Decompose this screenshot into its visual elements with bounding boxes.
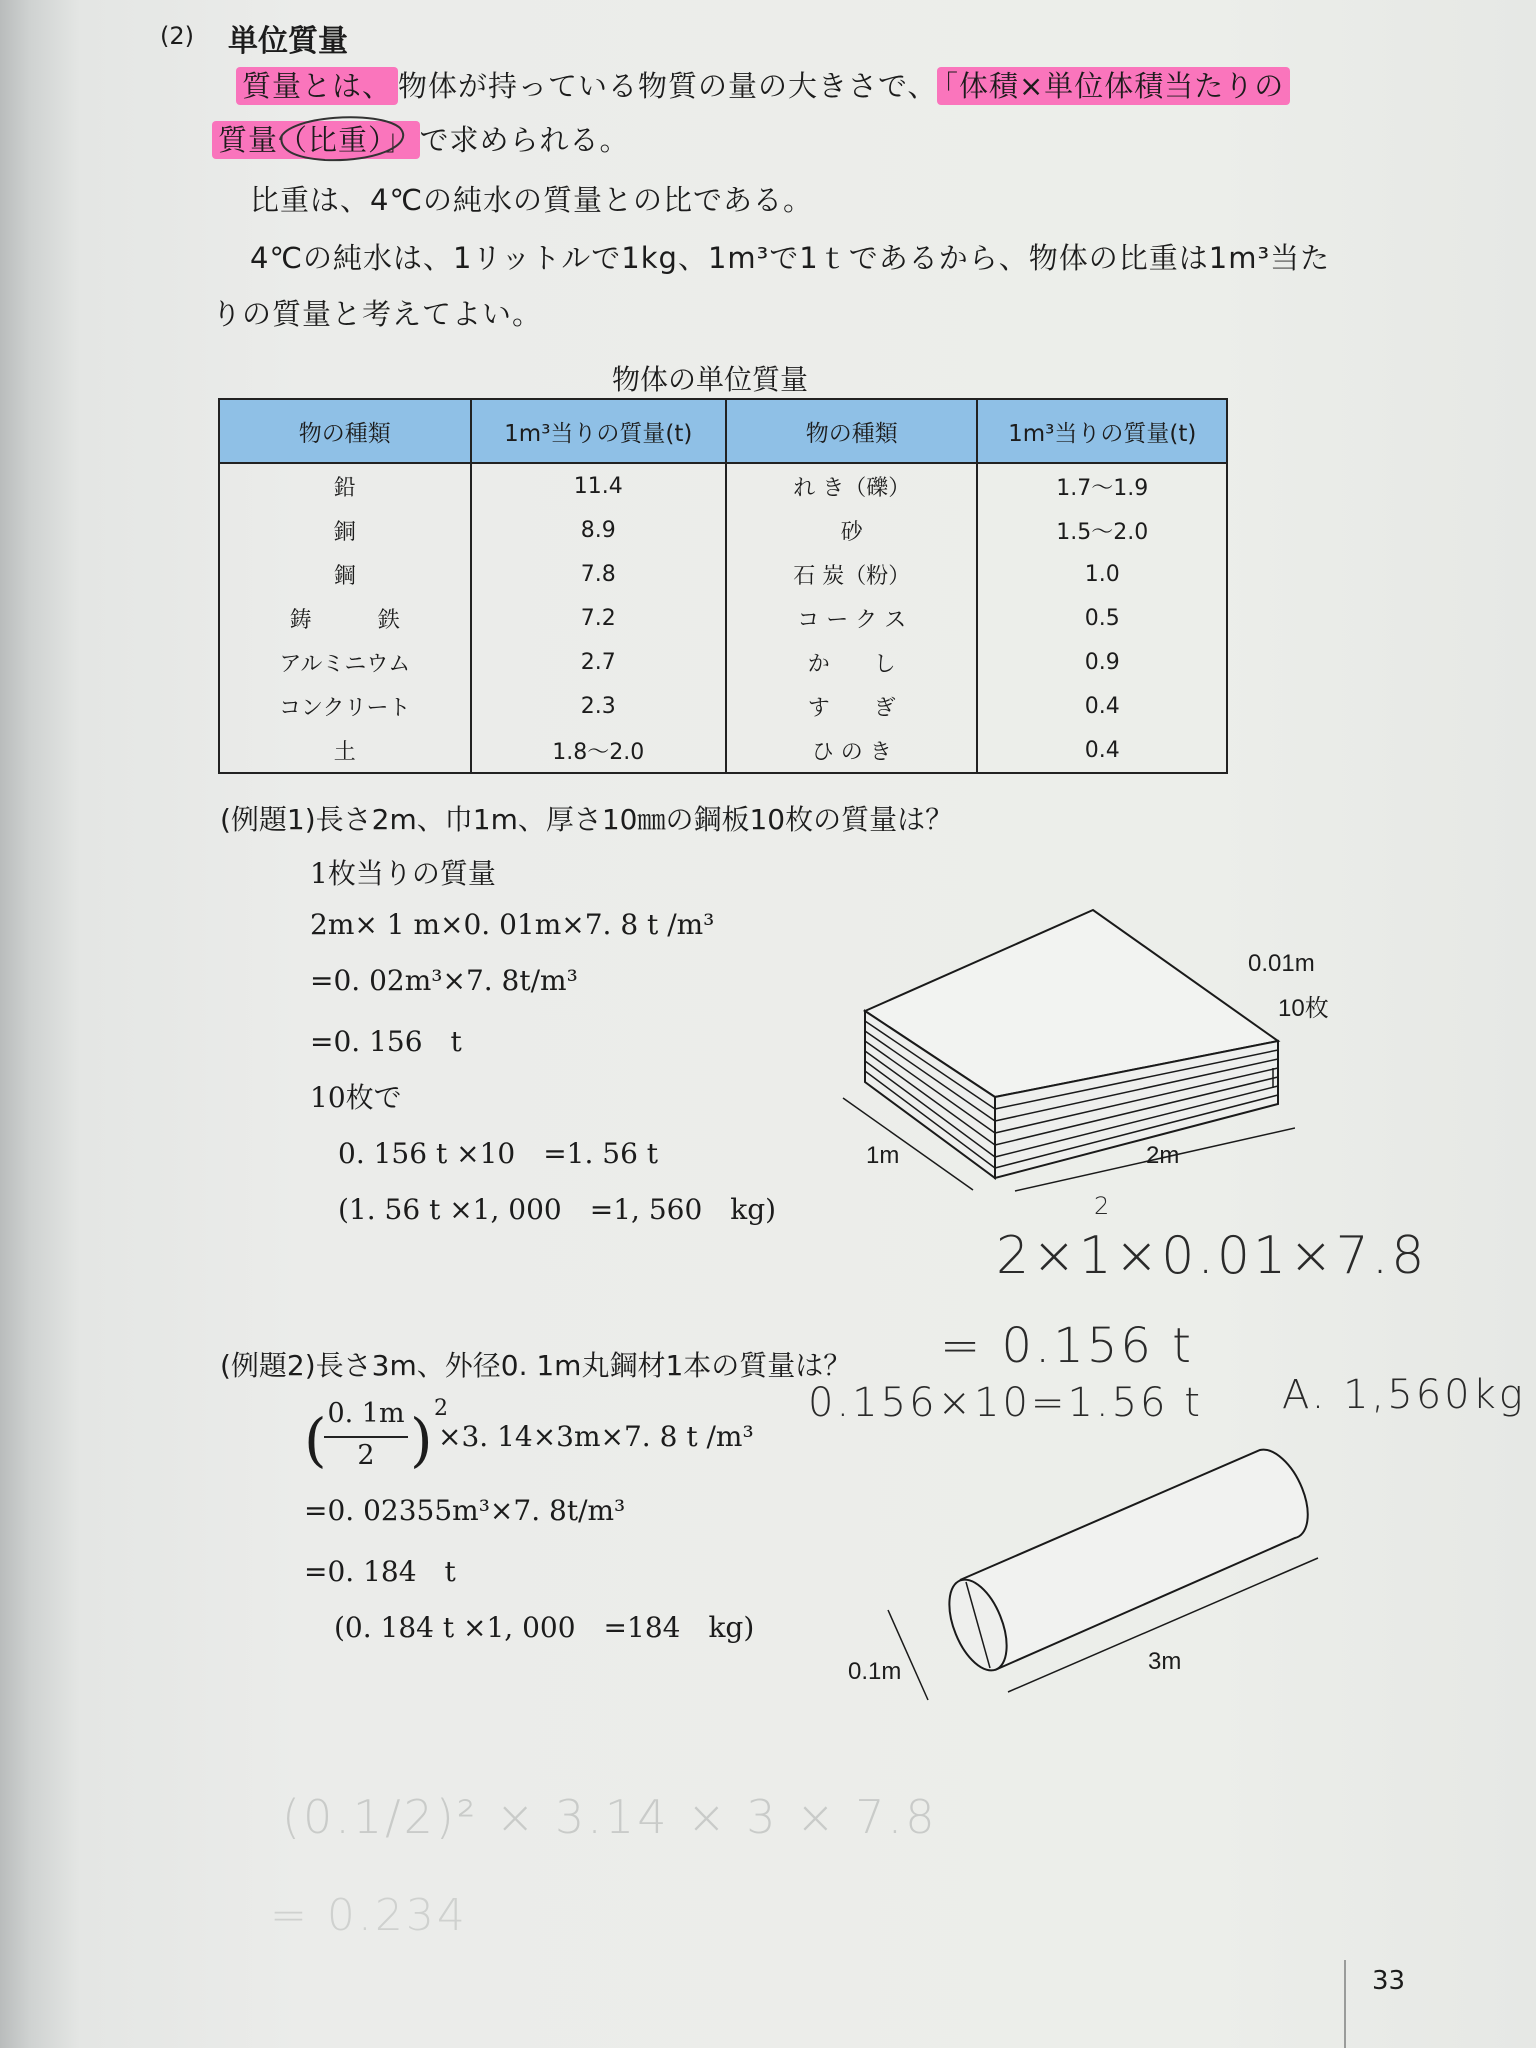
cell-mass: 0.4 xyxy=(977,684,1227,728)
table-row xyxy=(219,640,1227,684)
ex2-line-1: =0. 02355m³×7. 8t/m³ xyxy=(304,1494,626,1527)
table-title: 物体の単位質量 xyxy=(612,363,809,396)
ex1-line-5: 10枚で xyxy=(310,1081,402,1114)
fig1-count-label: 10枚 xyxy=(1278,995,1329,1022)
header-mass: 1m³当りの質量(t) xyxy=(471,399,726,463)
paragraph-specific-gravity: 比重は、4℃の純水の質量との比である。 xyxy=(250,183,814,217)
paragraph-pure-water-a: 4℃の純水は、1リットルで1kg、1m³で1ｔであるから、物体の比重は1m³当た xyxy=(250,241,1331,275)
cell-mass: 1.5〜2.0 xyxy=(977,508,1227,552)
handwritten-answer: A. 1,560kg xyxy=(1282,1372,1526,1418)
section-title: 単位質量 xyxy=(228,24,348,59)
example-1-question: (例題1)長さ2m、巾1m、厚さ10㎜の鋼板10枚の質量は？ xyxy=(220,803,954,836)
cell-material: 鋳 鉄 xyxy=(219,596,471,640)
table-header-row xyxy=(219,399,1227,463)
table-row xyxy=(219,552,1227,596)
faint-handwriting-1: (0.1/2)² × 3.14 × 3 × 7.8 xyxy=(282,1790,938,1844)
cell-material: 鉛 xyxy=(219,463,471,508)
cell-mass: 1.8〜2.0 xyxy=(471,728,726,773)
round-bar-figure xyxy=(870,1430,1330,1720)
intro-line-1 xyxy=(236,64,1290,105)
header-mass-2: 1m³当りの質量(t) xyxy=(977,399,1227,463)
header-material: 物の種類 xyxy=(219,399,471,463)
ex2-frac-num: 0. 1m xyxy=(327,1398,405,1429)
page-number: 33 xyxy=(1372,1966,1406,1996)
ex2-frac-den: 2 xyxy=(357,1440,375,1471)
cell-material: ひ の き xyxy=(726,728,977,773)
ex2-exponent: 2 xyxy=(434,1396,448,1421)
paragraph-pure-water-b: りの質量と考えてよい。 xyxy=(212,297,543,331)
cell-material: コ ー ク ス xyxy=(726,596,977,640)
cell-mass: 7.8 xyxy=(471,552,726,596)
cell-mass: 1.0 xyxy=(977,552,1227,596)
ex1-line-4: =0. 156 t xyxy=(310,1025,462,1058)
ex1-line-6: 0. 156 t ×10 =1. 56 t xyxy=(338,1137,659,1170)
table-row xyxy=(219,508,1227,552)
steel-plates-figure xyxy=(835,900,1295,1205)
table-row xyxy=(219,728,1227,773)
header-material-2: 物の種類 xyxy=(726,399,977,463)
ex2-frac-bar xyxy=(324,1436,408,1438)
fig1-length-label: 2m xyxy=(1146,1142,1180,1169)
fig2-length-label: 3m xyxy=(1148,1648,1182,1675)
handwritten-calc-3: 0.156×10=1.56 t xyxy=(808,1380,1203,1426)
table-row xyxy=(219,596,1227,640)
ex2-line-3: (0. 184 t ×1, 000 =184 kg) xyxy=(334,1611,755,1644)
cell-material: 銅 xyxy=(219,508,471,552)
cell-material: か し xyxy=(726,640,977,684)
ex1-line-1: 1枚当りの質量 xyxy=(310,857,496,890)
highlight-specific-gravity: 質量（比重）」 xyxy=(212,121,420,159)
intro-text-2: で求められる。 xyxy=(419,123,630,157)
table-row xyxy=(219,684,1227,728)
cell-material: 土 xyxy=(219,728,471,773)
cell-mass: 0.4 xyxy=(977,728,1227,773)
ex1-line-3: =0. 02m³×7. 8t/m³ xyxy=(310,964,578,997)
cell-material: れ き（礫） xyxy=(726,463,977,508)
highlight-definition: 質量とは、 xyxy=(236,67,398,105)
cell-mass: 2.7 xyxy=(471,640,726,684)
intro-text: 物体が持っている物質の量の大きさで、 xyxy=(398,69,938,103)
handwritten-calc-1: 2×1×0.01×7.8 xyxy=(996,1226,1428,1286)
fig1-thickness-label: 0.01m xyxy=(1248,950,1315,977)
ex1-line-7: (1. 56 t ×1, 000 =1, 560 kg) xyxy=(338,1193,777,1226)
ex2-formula-rest: ×3. 14×3m×7. 8 t /m³ xyxy=(438,1420,754,1453)
cell-material: 砂 xyxy=(726,508,977,552)
table-row xyxy=(219,463,1227,508)
ex1-line-2: 2m× 1 m×0. 01m×7. 8 t /m³ xyxy=(310,908,715,941)
highlight-formula: 「体積×単位体積当たりの xyxy=(937,67,1290,105)
hand-circle-mark xyxy=(270,100,420,170)
example-2-question: (例題2)長さ3m、外径0. 1m丸鋼材1本の質量は？ xyxy=(220,1349,852,1382)
cell-material: コンクリート xyxy=(219,684,471,728)
cell-mass: 2.3 xyxy=(471,684,726,728)
cell-material: 鋼 xyxy=(219,552,471,596)
faint-handwriting-2: = 0.234 xyxy=(270,1890,468,1941)
cell-mass: 7.2 xyxy=(471,596,726,640)
handwritten-calc-2: = 0.156 t xyxy=(940,1318,1194,1374)
fig2-diameter-label: 0.1m xyxy=(848,1658,902,1685)
unit-mass-table xyxy=(218,398,1228,774)
cell-mass: 0.9 xyxy=(977,640,1227,684)
ex2-line-2: =0. 184 t xyxy=(304,1555,456,1588)
cell-material: アルミニウム xyxy=(219,640,471,684)
cell-mass: 11.4 xyxy=(471,463,726,508)
section-number: (2) xyxy=(160,22,194,50)
cell-material: す ぎ xyxy=(726,684,977,728)
cell-mass: 1.7〜1.9 xyxy=(977,463,1227,508)
handwritten-superscript: 2 xyxy=(1094,1192,1113,1220)
page-divider xyxy=(1344,1960,1346,2048)
cell-mass: 0.5 xyxy=(977,596,1227,640)
fig1-width-label: 1m xyxy=(866,1142,900,1169)
cell-mass: 8.9 xyxy=(471,508,726,552)
cell-material: 石 炭（粉） xyxy=(726,552,977,596)
